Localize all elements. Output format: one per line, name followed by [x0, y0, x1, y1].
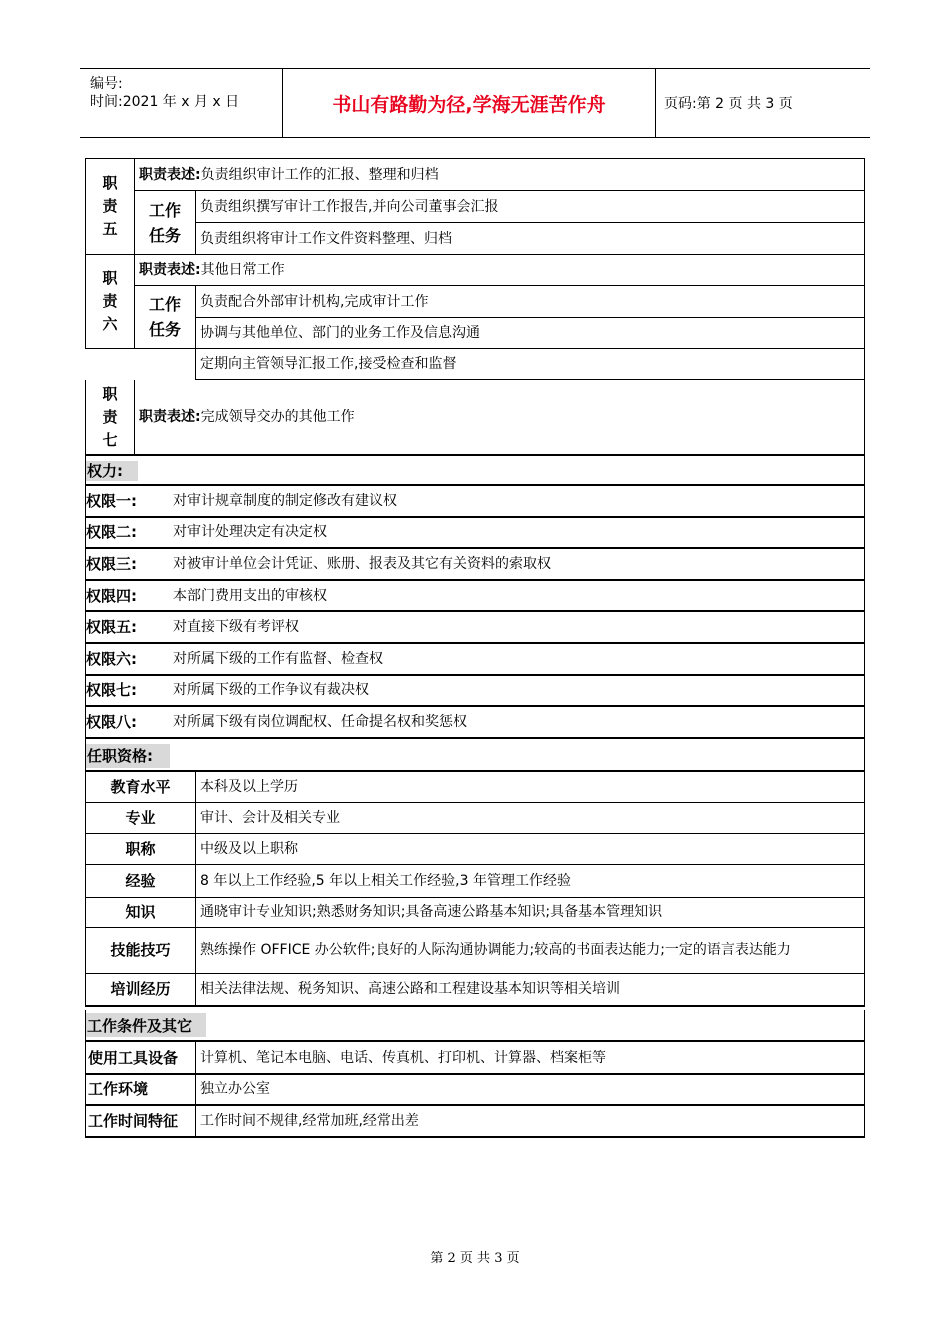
desc-text: 完成领导交办的其他工作 [200, 409, 355, 425]
authority-text: 对审计处理决定有决定权 [173, 524, 327, 541]
authority-label: 权限二: [86, 523, 137, 542]
time-label: 时间:2021 年 x 月 x 日 [90, 94, 240, 110]
authority-text: 本部门费用支出的审核权 [173, 587, 327, 604]
authority-text: 对直接下级有考评权 [173, 619, 299, 636]
duty-title-char: 责 [102, 197, 118, 215]
authority-label: 权限八: [86, 712, 137, 731]
task-label-char: 工作 [148, 295, 181, 314]
qualification-text: 中级及以上职称 [200, 840, 298, 857]
qualification-label: 技能技巧 [110, 941, 171, 959]
desc-label: 职责表述: [139, 409, 201, 425]
task-item: 负责组织撰写审计工作报告,并向公司董事会汇报 [200, 198, 499, 215]
motto: 书山有路勤为径,学海无涯苦作舟 [282, 69, 656, 137]
condition-label: 工作环境 [88, 1080, 149, 1099]
authority-heading: 权力: [87, 461, 123, 480]
duty-title-char: 职 [102, 174, 118, 192]
condition-label: 使用工具设备 [88, 1048, 179, 1067]
duty-description-5 [139, 159, 859, 190]
task-item: 定期向主管领导汇报工作,接受检查和监督 [200, 356, 457, 372]
qualification-text: 本科及以上学历 [200, 778, 298, 795]
desc-label: 职责表述: [139, 262, 201, 278]
task-item: 负责配合外部审计机构,完成审计工作 [200, 293, 429, 310]
qualification-label: 培训经历 [110, 980, 171, 998]
duty-title-7 [86, 381, 134, 453]
duty-title-char: 责 [102, 407, 118, 426]
authority-text: 对所属下级的工作有监督、检查权 [173, 650, 383, 667]
authority-text: 对所属下级的工作争议有裁决权 [173, 682, 369, 699]
task-label-char: 工作 [148, 200, 181, 220]
page-footer: 第 2 页 共 3 页 [430, 1251, 520, 1266]
authority-label: 权限五: [86, 618, 137, 637]
authority-label: 权限七: [86, 681, 137, 700]
qualification-label: 职称 [125, 839, 156, 858]
duty-title-char: 责 [102, 292, 118, 310]
condition-text: 独立办公室 [200, 1081, 270, 1098]
authority-label: 权限三: [86, 554, 137, 573]
authority-text: 对审计规章制度的制定修改有建议权 [173, 492, 397, 509]
authority-label: 权限一: [86, 491, 137, 510]
duty-title-char: 六 [102, 315, 118, 333]
task-item: 负责组织将审计工作文件资料整理、归档 [200, 230, 452, 247]
task-label-char: 任务 [148, 320, 181, 339]
duty-title-char: 五 [102, 220, 118, 238]
duty-title-6 [86, 255, 134, 348]
conditions-heading: 工作条件及其它 [87, 1016, 193, 1035]
qualification-label: 专业 [125, 808, 156, 827]
header-meta [80, 69, 282, 137]
duty-title-char: 职 [102, 269, 118, 287]
duty-description-6 [139, 255, 859, 285]
page-header [80, 68, 870, 138]
task-label-5 [135, 191, 195, 254]
desc-text: 其他日常工作 [200, 262, 285, 278]
authority-text: 对被审计单位会计凭证、账册、报表及其它有关资料的索取权 [173, 555, 551, 572]
qualification-text: 审计、会计及相关专业 [200, 809, 340, 826]
page-info: 页码:第 2 页 共 3 页 [664, 96, 793, 112]
task-item: 协调与其他单位、部门的业务工作及信息沟通 [200, 325, 480, 341]
qualification-text: 相关法律法规、税务知识、高速公路和工程建设基本知识等相关培训 [200, 981, 620, 997]
qualification-text: 通晓审计专业知识;熟悉财务知识;具备高速公路基本知识;具备基本管理知识 [200, 904, 663, 920]
qualifications-heading: 任职资格: [87, 746, 153, 765]
task-label-6 [135, 286, 195, 348]
qualification-text: 熟练操作 OFFICE 办公软件;良好的人际沟通协调能力;较高的书面表达能力;一定的语言表达能力 [200, 942, 791, 958]
authority-label: 权限四: [86, 586, 137, 605]
condition-text: 工作时间不规律,经常加班,经常出差 [200, 1112, 419, 1129]
duty-title-char: 七 [102, 430, 118, 449]
condition-text: 计算机、笔记本电脑、电话、传真机、打印机、计算器、档案柜等 [200, 1049, 606, 1066]
qualification-label: 经验 [125, 871, 156, 890]
qualification-label: 知识 [125, 903, 156, 921]
desc-text: 负责组织审计工作的汇报、整理和归档 [200, 166, 439, 183]
task-label-char: 任务 [148, 225, 181, 245]
duty-title-char: 职 [102, 384, 118, 403]
qualification-label: 教育水平 [110, 777, 171, 796]
authority-text: 对所属下级有岗位调配权、任命提名权和奖惩权 [173, 713, 467, 730]
qualification-text: 8 年以上工作经验,5 年以上相关工作经验,3 年管理工作经验 [200, 872, 571, 889]
condition-label: 工作时间特征 [88, 1111, 179, 1130]
duty-title-5 [86, 159, 134, 254]
desc-label: 职责表述: [139, 166, 201, 183]
duty-description-7 [139, 381, 859, 453]
number-label: 编号: [90, 76, 123, 92]
authority-label: 权限六: [86, 649, 137, 668]
